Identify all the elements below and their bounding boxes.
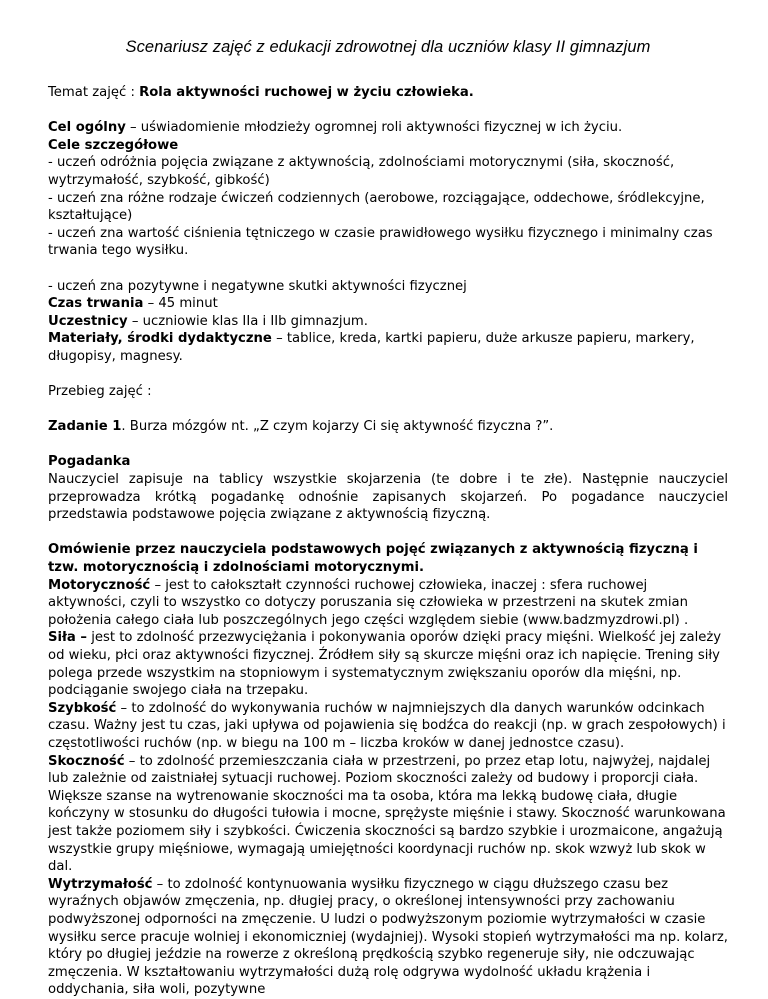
term-text: jest to zdolność przezwyciężania i pokonywania oporów dzięki pracy mięśni. Wielkość jej zależy od wieku, płci oraz aktywności fizycznej. Źródłem siły są skurcze mięśni oraz ich napięcie. Trening siły polega przede wszystkim na stopniowym i systematycznym zwiększaniu oporów dla mięśni, np. podciąganie swojego ciała na trzepaku.: [48, 630, 722, 699]
specific-goals-label: Cele szczegółowe: [48, 137, 179, 153]
task-1-text: . Burza mózgów nt. „Z czym kojarzy Ci się aktywność fizyczna ?”.: [121, 419, 554, 435]
course-heading: Przebieg zajęć :: [48, 384, 152, 400]
general-goal: [48, 119, 728, 137]
specific-goals-heading: [48, 137, 728, 155]
term-text: – jest to całokształt czynności ruchowej człowieka, inaczej : sfera ruchowej aktywności, czyli to wszystko co dotyczy poruszania się człowieka w przestrzeni na skutek zmian położenia całego ciała lub poszczególnych jego części względem siebie (www.badzmyzdrowi.pl) .: [48, 577, 689, 628]
specific-goal-item: - uczeń zna różne rodzaje ćwiczeń codziennych (aerobowe, rozciągające, oddechowe, śródlekcyjne, kształtujące): [48, 190, 705, 224]
duration-line: [48, 295, 728, 313]
topic-value: Rola aktywności ruchowej w życiu człowieka.: [139, 85, 474, 100]
term-text: – to zdolność do wykonywania ruchów w najmniejszych dla danych warunków odcinkach czasu. Ważny jest tu czas, jaki upływa od pojawienia się bodźca do reakcji (np. w grach zespołowych) i częstotliwości ruchów (np. w biegu na 100 m – liczba kroków w danej jednostce czasu).: [48, 700, 726, 751]
page-title: Scenariusz zajęć z edukacji zdrowotnej dla uczniów klasy II gimnazjum: [125, 38, 651, 56]
term-label: Wytrzymałość: [48, 876, 153, 892]
participants-label: Uczestnicy: [48, 313, 128, 329]
specific-goal-item: - uczeń odróżnia pojęcia związane z aktywnością, zdolnościami motorycznymi (siła, skoczność, wytrzymałość, szybkość, gibkość): [48, 155, 675, 188]
general-goal-label: Cel ogólny: [48, 120, 126, 136]
discussion-heading-text: Omówienie przez nauczyciela podstawowych pojęć związanych z aktywnością fizyczną i tzw. motorycznością i zdolnościami motorycznymi.: [48, 542, 698, 576]
term-label: Skoczność: [48, 753, 125, 769]
specific-goal-item: - uczeń zna pozytywne i negatywne skutki aktywności fizycznej: [48, 278, 467, 294]
topic-label: Temat zajęć :: [48, 85, 140, 100]
duration-text: – 45 minut: [143, 296, 218, 312]
term-text: – to zdolność kontynuowania wysiłku fizycznego w ciągu dłuższego czasu bez wyraźnych objawów zmęczenia, np. długiej pracy, o określonej intensywności przy zachowaniu podwyższonej odporności na zmęczenie. U ludzi o podwyższonym poziomie wytrzymałości w czasie wysiłku serce pracuje wolniej i ekonomiczniej (wydajniej). Wysoki stopień wytrzymałości ma np. kolarz, który po długiej jeździe na rowerze z określoną prędkością szybko regeneruje siły, nie odczuwając zmęczenia. W kształtowaniu wytrzymałości dużą rolę odgrywa wydolność układu krążenia i oddychania, siła woli, pozytywne: [48, 876, 728, 998]
discussion-heading: [48, 541, 728, 576]
duration-label: Czas trwania: [48, 296, 144, 312]
materials-label: Materiały, środki dydaktyczne: [48, 331, 272, 347]
term-text: – to zdolność przemieszczania ciała w przestrzeni, po przez etap lotu, najwyżej, najdalej lub zależnie od zaistniałej sytuacji ruchowej. Poziom skoczności zależy od budowy i proporcji ciała. Większe szanse na wytrenowanie skoczności ma ta osoba, która ma lekką budowę ciała, długie kończyny w stosunku do długości tułowia i mocne, sprężyste mięśnie i stawy. Skoczność warunkowana jest także poziomem siły i szybkości. Ćwiczenia skoczności są bardzo szybkie i urozmaicone, angażują wszystkie grupy mięśniowe, wymagają umiejętności koordynacji ruchów np. skok wzwyż lub skok w dal.: [48, 753, 726, 875]
general-goal-text: – uświadomienie młodzieży ogromnej roli aktywności fizycznej w ich życiu.: [125, 120, 623, 136]
term-label: Motoryczność: [48, 577, 151, 593]
term-label: Szybkość: [48, 700, 117, 716]
term-skocznosc: [48, 753, 728, 876]
participants-text: – uczniowie klas IIa i IIb gimnazjum.: [127, 313, 368, 329]
document-page: [48, 38, 728, 999]
term-label: Siła –: [48, 630, 87, 646]
task-1: [48, 418, 728, 436]
talk-text: Nauczyciel zapisuje na tablicy wszystkie skojarzenia (te dobre i te złe). Następnie nauczyciel przeprowadza krótką pogadankę odnośnie zapisanych skojarzeń. Po pogadance nauczyciel przedstawia podstawowe pojęcia związane z aktywnością fizyczną.: [48, 472, 728, 523]
participants-line: [48, 313, 728, 331]
term-szybkosc: [48, 700, 728, 753]
term-sila: [48, 629, 728, 699]
term-motorycznosc: [48, 577, 728, 630]
topic-line: [48, 84, 728, 102]
talk-heading-text: Pogadanka: [48, 454, 131, 470]
task-1-label: Zadanie 1: [48, 419, 122, 435]
term-wytrzymalosc: [48, 876, 728, 999]
materials-line: [48, 330, 728, 365]
talk-heading: [48, 453, 728, 471]
specific-goal-item: - uczeń zna wartość ciśnienia tętniczego w czasie prawidłowego wysiłku fizycznego i minimalny czas trwania tego wysiłku.: [48, 225, 713, 259]
materials-text: – tablice, kreda, kartki papieru, duże arkusze papieru, markery, długopisy, magnesy.: [48, 331, 695, 364]
